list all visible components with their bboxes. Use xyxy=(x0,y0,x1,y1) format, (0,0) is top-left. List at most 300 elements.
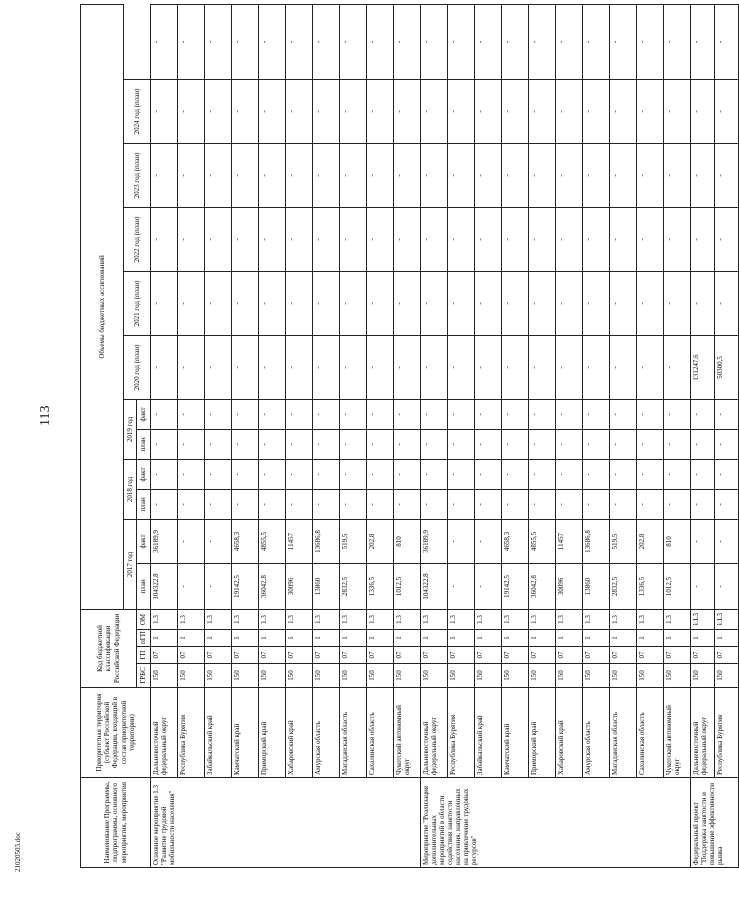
value-cell: - xyxy=(232,207,259,271)
code-gp-cell: 07 xyxy=(340,647,367,664)
value-cell: - xyxy=(259,271,286,335)
territory-cell: Сахалинская область xyxy=(367,688,394,778)
code-om-cell: 1.3 xyxy=(286,609,313,629)
table-row xyxy=(448,4,475,867)
header-2018: 2018 год xyxy=(124,459,137,519)
territory-cell: Дальневосточный федеральный округ xyxy=(421,688,448,778)
table-row xyxy=(691,4,715,867)
value-cell: 810 xyxy=(394,519,421,563)
value-cell: - xyxy=(529,4,556,79)
value-cell: 36189,9 xyxy=(421,519,448,563)
activity-name: Основное мероприятие 1.3 "Развитие трудовой мобильности населения" xyxy=(151,778,421,868)
code-gp-cell: 07 xyxy=(529,647,556,664)
header-2019: 2019 год xyxy=(124,399,137,459)
table-row xyxy=(151,4,178,867)
activity-name: Федеральный проект "Поддержка занятости и повышение эффективности рынка xyxy=(691,778,739,868)
value-cell: - xyxy=(340,4,367,79)
value-cell: - xyxy=(259,335,286,399)
code-grbs-cell: 150 xyxy=(151,664,178,688)
value-cell: - xyxy=(529,335,556,399)
code-pgp-cell: 1 xyxy=(502,630,529,647)
value-cell: - xyxy=(583,489,610,519)
value-cell: - xyxy=(448,489,475,519)
value-cell: 104322,8 xyxy=(421,563,448,609)
value-cell: - xyxy=(286,143,313,207)
footer-filename: 21020503.doc xyxy=(14,832,22,872)
value-cell: - xyxy=(205,489,232,519)
value-cell: - xyxy=(691,399,715,429)
value-cell: - xyxy=(286,4,313,79)
value-cell: - xyxy=(556,207,583,271)
value-cell: - xyxy=(448,207,475,271)
value-cell: - xyxy=(637,399,664,429)
header-2020: 2020 год (план) xyxy=(124,335,151,399)
code-om-cell: 1.3 xyxy=(556,609,583,629)
value-cell: - xyxy=(583,429,610,459)
page-number: 113 xyxy=(38,405,53,426)
value-cell: - xyxy=(313,429,340,459)
code-gp-cell: 07 xyxy=(637,647,664,664)
header-grbs: ГРБС xyxy=(137,664,151,688)
header-2024: 2024 год (план) xyxy=(124,79,151,143)
value-cell: - xyxy=(367,4,394,79)
value-cell: - xyxy=(610,459,637,489)
value-cell: 36042,8 xyxy=(529,563,556,609)
code-om-cell: 1.L3 xyxy=(715,609,739,629)
value-cell: - xyxy=(394,335,421,399)
value-cell: - xyxy=(715,271,739,335)
code-gp-cell: 07 xyxy=(151,647,178,664)
code-grbs-cell: 150 xyxy=(529,664,556,688)
value-cell: - xyxy=(502,143,529,207)
value-cell: - xyxy=(448,519,475,563)
table-row xyxy=(715,4,739,867)
value-cell: - xyxy=(394,429,421,459)
value-cell: - xyxy=(664,459,691,489)
territory-cell: Хабаровский край xyxy=(286,688,313,778)
value-cell: - xyxy=(259,429,286,459)
value-cell: - xyxy=(715,519,739,563)
header-fact: факт xyxy=(137,459,151,489)
value-cell: - xyxy=(475,563,502,609)
value-cell: - xyxy=(286,335,313,399)
code-pgp-cell: 1 xyxy=(178,630,205,647)
value-cell: - xyxy=(421,79,448,143)
table-row xyxy=(178,4,205,867)
value-cell: - xyxy=(583,4,610,79)
value-cell: - xyxy=(205,459,232,489)
code-grbs-cell: 150 xyxy=(313,664,340,688)
table-row xyxy=(610,4,637,867)
value-cell: - xyxy=(259,4,286,79)
table-row xyxy=(637,4,664,867)
value-cell: - xyxy=(583,143,610,207)
value-cell: - xyxy=(448,271,475,335)
code-om-cell: 1.3 xyxy=(259,609,286,629)
table-row xyxy=(475,4,502,867)
code-gp-cell: 07 xyxy=(259,647,286,664)
table-row xyxy=(664,4,691,867)
code-pgp-cell: 1 xyxy=(394,630,421,647)
code-gp-cell: 07 xyxy=(448,647,475,664)
value-cell: - xyxy=(556,459,583,489)
code-grbs-cell: 150 xyxy=(421,664,448,688)
code-pgp-cell: 1 xyxy=(421,630,448,647)
value-cell: - xyxy=(583,207,610,271)
value-cell: - xyxy=(394,399,421,429)
code-gp-cell: 07 xyxy=(502,647,529,664)
value-cell: - xyxy=(178,143,205,207)
value-cell: - xyxy=(151,399,178,429)
value-cell: - xyxy=(232,429,259,459)
value-cell: - xyxy=(232,399,259,429)
territory-cell: Чукотский автономный округ xyxy=(664,688,691,778)
table-row xyxy=(340,4,367,867)
territory-cell: Хабаровский край xyxy=(556,688,583,778)
code-grbs-cell: 150 xyxy=(583,664,610,688)
code-grbs-cell: 150 xyxy=(178,664,205,688)
value-cell: - xyxy=(715,399,739,429)
header-fact: факт xyxy=(137,519,151,563)
code-om-cell: 1.3 xyxy=(502,609,529,629)
value-cell: - xyxy=(205,79,232,143)
territory-cell: Республика Бурятия xyxy=(715,688,739,778)
value-cell: - xyxy=(664,271,691,335)
value-cell: - xyxy=(205,271,232,335)
code-om-cell: 1.3 xyxy=(178,609,205,629)
value-cell: - xyxy=(502,4,529,79)
code-pgp-cell: 1 xyxy=(715,630,739,647)
territory-cell: Амурская область xyxy=(313,688,340,778)
table-body xyxy=(151,4,739,867)
code-gp-cell: 07 xyxy=(556,647,583,664)
code-pgp-cell: 1 xyxy=(556,630,583,647)
table-row xyxy=(421,4,448,867)
value-cell: - xyxy=(367,271,394,335)
value-cell: - xyxy=(529,399,556,429)
code-pgp-cell: 1 xyxy=(448,630,475,647)
value-cell: - xyxy=(178,271,205,335)
value-cell: - xyxy=(556,399,583,429)
header-2021: 2021 год (план) xyxy=(124,271,151,335)
code-pgp-cell: 1 xyxy=(205,630,232,647)
territory-cell: Камчатский край xyxy=(502,688,529,778)
value-cell: - xyxy=(286,489,313,519)
header-2017: 2017 год xyxy=(124,519,137,609)
value-cell: - xyxy=(556,79,583,143)
value-cell: - xyxy=(259,207,286,271)
value-cell: - xyxy=(475,459,502,489)
budget-table xyxy=(80,4,739,868)
value-cell: - xyxy=(664,429,691,459)
value-cell: - xyxy=(205,143,232,207)
value-cell: - xyxy=(475,143,502,207)
value-cell: - xyxy=(394,489,421,519)
value-cell: - xyxy=(421,335,448,399)
value-cell: 30096 xyxy=(286,563,313,609)
code-gp-cell: 07 xyxy=(232,647,259,664)
value-cell: - xyxy=(178,459,205,489)
territory-cell: Приморский край xyxy=(259,688,286,778)
code-pgp-cell: 1 xyxy=(151,630,178,647)
rotated-page xyxy=(80,5,725,868)
value-cell: - xyxy=(232,459,259,489)
value-cell: - xyxy=(637,489,664,519)
code-grbs-cell: 150 xyxy=(475,664,502,688)
value-cell: - xyxy=(205,563,232,609)
value-cell: - xyxy=(286,271,313,335)
value-cell: - xyxy=(178,79,205,143)
code-om-cell: 1.3 xyxy=(232,609,259,629)
value-cell: - xyxy=(286,399,313,429)
value-cell: 104322,8 xyxy=(151,563,178,609)
table-row xyxy=(205,4,232,867)
value-cell: - xyxy=(421,4,448,79)
value-cell: - xyxy=(610,335,637,399)
code-grbs-cell: 150 xyxy=(610,664,637,688)
code-gp-cell: 07 xyxy=(178,647,205,664)
value-cell: - xyxy=(691,519,715,563)
value-cell: - xyxy=(340,429,367,459)
value-cell: 4658,3 xyxy=(232,519,259,563)
value-cell: - xyxy=(205,399,232,429)
value-cell: - xyxy=(529,429,556,459)
code-grbs-cell: 150 xyxy=(448,664,475,688)
header-gp: ГП xyxy=(137,647,151,664)
table-row xyxy=(232,4,259,867)
value-cell: - xyxy=(715,563,739,609)
value-cell: - xyxy=(394,79,421,143)
code-grbs-cell: 150 xyxy=(637,664,664,688)
value-cell: - xyxy=(421,271,448,335)
value-cell: - xyxy=(151,143,178,207)
code-pgp-cell: 1 xyxy=(691,630,715,647)
table-row xyxy=(556,4,583,867)
code-gp-cell: 07 xyxy=(610,647,637,664)
value-cell: - xyxy=(151,207,178,271)
territory-cell: Дальневосточный федеральный округ xyxy=(691,688,715,778)
value-cell: - xyxy=(502,207,529,271)
value-cell: - xyxy=(475,489,502,519)
value-cell: - xyxy=(340,399,367,429)
value-cell: - xyxy=(637,335,664,399)
value-cell: 810 xyxy=(664,519,691,563)
value-cell: - xyxy=(394,271,421,335)
value-cell: - xyxy=(340,143,367,207)
code-om-cell: 1.3 xyxy=(205,609,232,629)
value-cell: 1336,5 xyxy=(367,563,394,609)
value-cell: - xyxy=(340,489,367,519)
code-om-cell: 1.3 xyxy=(394,609,421,629)
value-cell: - xyxy=(637,459,664,489)
territory-cell: Приморский край xyxy=(529,688,556,778)
value-cell: - xyxy=(691,4,715,79)
value-cell: - xyxy=(340,79,367,143)
code-grbs-cell: 150 xyxy=(715,664,739,688)
value-cell: - xyxy=(691,459,715,489)
code-pgp-cell: 1 xyxy=(610,630,637,647)
value-cell: - xyxy=(151,271,178,335)
value-cell: - xyxy=(715,143,739,207)
table-row xyxy=(502,4,529,867)
territory-cell: Магаданская область xyxy=(340,688,367,778)
code-pgp-cell: 1 xyxy=(313,630,340,647)
value-cell: - xyxy=(421,459,448,489)
value-cell: 13686,8 xyxy=(313,519,340,563)
header-2022: 2022 год (план) xyxy=(124,207,151,271)
code-gp-cell: 07 xyxy=(313,647,340,664)
value-cell: - xyxy=(664,489,691,519)
value-cell: 13686,8 xyxy=(583,519,610,563)
value-cell: - xyxy=(367,335,394,399)
territory-cell: Забайкальский край xyxy=(475,688,502,778)
value-cell: - xyxy=(637,271,664,335)
value-cell: - xyxy=(313,489,340,519)
code-pgp-cell: 1 xyxy=(367,630,394,647)
value-cell: - xyxy=(232,143,259,207)
value-cell: - xyxy=(529,489,556,519)
value-cell: - xyxy=(259,79,286,143)
value-cell: - xyxy=(475,519,502,563)
value-cell: 131247,6 xyxy=(691,335,715,399)
value-cell: - xyxy=(286,207,313,271)
value-cell: - xyxy=(610,4,637,79)
value-cell: - xyxy=(448,563,475,609)
code-gp-cell: 07 xyxy=(286,647,313,664)
value-cell: - xyxy=(664,399,691,429)
value-cell: - xyxy=(556,143,583,207)
territory-cell: Сахалинская область xyxy=(637,688,664,778)
header-territory: Приоритетная территория (субъект Российской Федерации, входящий в состав приоритетной территории) xyxy=(81,688,151,778)
value-cell: - xyxy=(151,489,178,519)
value-cell: - xyxy=(232,271,259,335)
header-fact: факт xyxy=(137,399,151,429)
value-cell: - xyxy=(367,207,394,271)
value-cell: 50300,5 xyxy=(715,335,739,399)
value-cell: - xyxy=(583,459,610,489)
territory-cell: Амурская область xyxy=(583,688,610,778)
value-cell: - xyxy=(691,207,715,271)
code-gp-cell: 07 xyxy=(394,647,421,664)
territory-cell: Республика Бурятия xyxy=(448,688,475,778)
code-grbs-cell: 150 xyxy=(286,664,313,688)
value-cell: - xyxy=(367,489,394,519)
code-grbs-cell: 150 xyxy=(664,664,691,688)
value-cell: - xyxy=(178,519,205,563)
code-pgp-cell: 1 xyxy=(340,630,367,647)
code-pgp-cell: 1 xyxy=(637,630,664,647)
value-cell: - xyxy=(421,207,448,271)
code-grbs-cell: 150 xyxy=(232,664,259,688)
value-cell: - xyxy=(475,207,502,271)
code-om-cell: 1.3 xyxy=(637,609,664,629)
code-grbs-cell: 150 xyxy=(340,664,367,688)
value-cell: - xyxy=(394,4,421,79)
value-cell: - xyxy=(178,429,205,459)
value-cell: - xyxy=(178,399,205,429)
value-cell: - xyxy=(448,4,475,79)
value-cell: - xyxy=(610,399,637,429)
code-gp-cell: 07 xyxy=(475,647,502,664)
code-pgp-cell: 1 xyxy=(232,630,259,647)
value-cell: - xyxy=(448,429,475,459)
code-gp-cell: 07 xyxy=(367,647,394,664)
activity-name: Мероприятие "Реализация дополнительных мероприятий в области содействия занятости населения, направленных на привлечение трудовых ресурсов" xyxy=(421,778,691,868)
value-cell: - xyxy=(556,335,583,399)
territory-cell: Чукотский автономный округ xyxy=(394,688,421,778)
value-cell: - xyxy=(232,489,259,519)
value-cell: - xyxy=(205,207,232,271)
territory-cell: Дальневосточный федеральный округ xyxy=(151,688,178,778)
header-plan: план xyxy=(137,563,151,609)
value-cell: - xyxy=(664,335,691,399)
code-om-cell: 1.3 xyxy=(610,609,637,629)
value-cell: - xyxy=(583,399,610,429)
code-gp-cell: 07 xyxy=(205,647,232,664)
value-cell: - xyxy=(610,271,637,335)
value-cell: - xyxy=(637,207,664,271)
value-cell: - xyxy=(502,271,529,335)
territory-cell: Республика Бурятия xyxy=(178,688,205,778)
value-cell: 202,8 xyxy=(367,519,394,563)
value-cell: - xyxy=(502,489,529,519)
value-cell: - xyxy=(205,4,232,79)
value-cell: - xyxy=(367,399,394,429)
value-cell: - xyxy=(715,489,739,519)
header-name: Наименование Программы, подпрограммы, основного мероприятия, мероприятия xyxy=(81,778,151,868)
code-om-cell: 1.3 xyxy=(583,609,610,629)
table-row xyxy=(286,4,313,867)
value-cell: - xyxy=(715,79,739,143)
value-cell: - xyxy=(664,143,691,207)
value-cell: - xyxy=(610,489,637,519)
value-cell: - xyxy=(394,207,421,271)
value-cell: - xyxy=(691,143,715,207)
value-cell: - xyxy=(340,459,367,489)
value-cell: - xyxy=(367,143,394,207)
code-pgp-cell: 1 xyxy=(583,630,610,647)
code-om-cell: 1.3 xyxy=(313,609,340,629)
value-cell: - xyxy=(583,271,610,335)
value-cell: - xyxy=(556,429,583,459)
code-om-cell: 1.3 xyxy=(529,609,556,629)
value-cell: - xyxy=(313,335,340,399)
value-cell: - xyxy=(556,271,583,335)
value-cell: - xyxy=(475,271,502,335)
value-cell: - xyxy=(340,335,367,399)
table-row xyxy=(259,4,286,867)
value-cell: 11457 xyxy=(556,519,583,563)
value-cell: - xyxy=(475,335,502,399)
value-cell: - xyxy=(637,143,664,207)
value-cell: 2832,5 xyxy=(610,563,637,609)
value-cell: - xyxy=(178,4,205,79)
code-grbs-cell: 150 xyxy=(205,664,232,688)
header-volumes: Объемы бюджетных ассигнований xyxy=(81,4,124,609)
value-cell: - xyxy=(394,143,421,207)
value-cell: - xyxy=(637,4,664,79)
territory-cell: Магаданская область xyxy=(610,688,637,778)
header-2023: 2023 год (план) xyxy=(124,143,151,207)
code-gp-cell: 07 xyxy=(691,647,715,664)
value-cell: 519,5 xyxy=(340,519,367,563)
value-cell: - xyxy=(367,459,394,489)
value-cell: - xyxy=(664,207,691,271)
value-cell: - xyxy=(178,563,205,609)
code-gp-cell: 07 xyxy=(715,647,739,664)
value-cell: - xyxy=(286,459,313,489)
value-cell: - xyxy=(691,429,715,459)
